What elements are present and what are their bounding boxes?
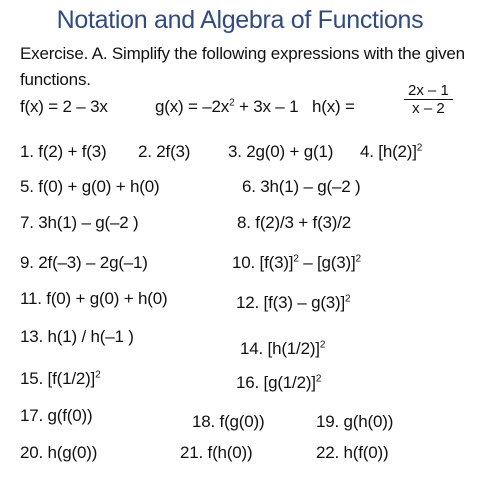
function-f-definition: f(x) = 2 – 3x: [20, 97, 108, 116]
problem-16-exponent: 2: [315, 373, 322, 385]
problem-4-exponent: 2: [416, 142, 423, 154]
function-h-numerator: 2x – 1: [404, 82, 453, 100]
problem-14-text: 14. [h(1/2)]: [240, 339, 320, 358]
problem-7: 7. 3h(1) – g(–2 ): [20, 213, 139, 232]
problem-11: 11. f(0) + g(0) + h(0): [20, 289, 168, 308]
problem-10-text-b: – [g(3)]: [298, 253, 356, 272]
function-g-prefix: g(x) = –2x: [155, 97, 230, 116]
function-h-denominator: x – 2: [412, 100, 445, 117]
problem-6: 6. 3h(1) – g(–2 ): [242, 177, 361, 196]
problem-10-text-a: 10. [f(3)]: [232, 253, 294, 272]
problem-16-text: 16. [g(1/2)]: [236, 373, 316, 392]
problem-16: [236, 373, 321, 393]
problem-17: 17. g(f(0)): [20, 406, 93, 425]
problem-15: [20, 369, 100, 389]
problem-13: 13. h(1) / h(–1 ): [20, 327, 134, 346]
problem-10-exponent-b: 2: [355, 253, 361, 265]
problem-15-exponent: 2: [95, 369, 101, 381]
problem-12-text: 12. [f(3) – g(3)]: [236, 293, 346, 312]
problem-4: [360, 142, 422, 162]
problem-14-exponent: 2: [319, 339, 326, 351]
problem-10: [232, 253, 361, 273]
function-g-suffix: + 3x – 1: [234, 97, 299, 116]
problem-12-exponent: 2: [345, 293, 351, 305]
problem-8: 8. f(2)/3 + f(3)/2: [237, 213, 352, 232]
problem-18: 18. f(g(0)): [192, 412, 265, 431]
problem-4-text: 4. [h(2)]: [360, 142, 417, 161]
problem-10-exponent-a: 2: [293, 253, 299, 265]
problem-9: 9. 2f(–3) – 2g(–1): [20, 253, 148, 272]
problem-20: 20. h(g(0)): [20, 443, 98, 462]
function-h-label: h(x) =: [312, 97, 355, 116]
problem-15-text: 15. [f(1/2)]: [20, 369, 96, 388]
problem-1: 1. f(2) + f(3): [20, 142, 107, 161]
function-g-definition: [155, 97, 298, 117]
problem-2: 2. 2f(3): [138, 142, 191, 161]
problem-14: [240, 339, 325, 359]
problem-19: 19. g(h(0)): [316, 412, 394, 431]
function-h-fraction: [404, 82, 453, 117]
instructions-line-1: Exercise. A. Simplify the following expressions with the given: [20, 44, 465, 63]
function-g-exponent: 2: [229, 97, 235, 109]
problem-12: [236, 293, 350, 313]
problem-22: 22. h(f(0)): [316, 443, 389, 462]
problem-3: 3. 2g(0) + g(1): [228, 142, 334, 161]
instructions-line-2: functions.: [20, 70, 91, 89]
page-title: Notation and Algebra of Functions: [56, 6, 424, 34]
problem-5: 5. f(0) + g(0) + h(0): [20, 177, 160, 196]
problem-21: 21. f(h(0)): [180, 443, 253, 462]
